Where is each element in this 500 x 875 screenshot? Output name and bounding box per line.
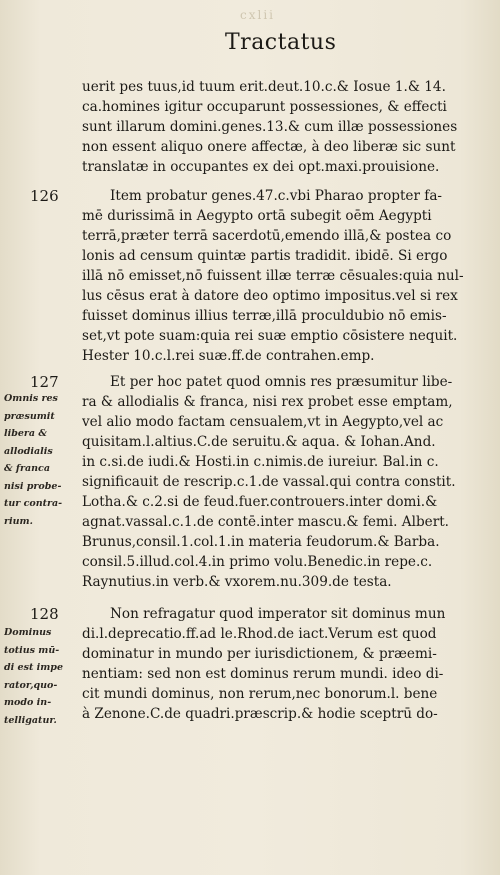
text-line: set,vt pote suam:quia rei suæ emptio cōsistere nequit.: [82, 328, 458, 344]
gloss-line: allodialis: [4, 445, 53, 457]
paragraph-number: 127: [30, 373, 59, 391]
gloss-line: di est impe: [4, 662, 63, 673]
text-line: uerit pes tuus,id tuum erit.deut.10.c.& Iosue 1.& 14.: [82, 79, 446, 95]
text-line: ca.homines igitur occuparunt possessiones, & effecti: [82, 99, 447, 115]
text-line: sunt illarum domini.genes.13.& cum illæ possessiones: [82, 119, 458, 135]
text-line: Et per hoc patet quod omnis res præsumitur libe-: [110, 374, 453, 390]
text-line: terrā,præter terrā sacerdotū,emendo illā,& postea co: [82, 228, 452, 244]
text-line: Non refragatur quod imperator sit dominus mun: [110, 606, 446, 622]
text-line: mē durissimā in Aegypto ortā subegit oēm Aegypti: [82, 208, 432, 224]
text-line: vel alio modo factam censualem,vt in Aegypto,vel ac: [82, 414, 444, 430]
gloss-line: rator,quo-: [4, 679, 58, 691]
gloss-line: modo in-: [4, 697, 52, 708]
gloss-line: totius mū-: [4, 644, 60, 656]
text-line: non essent aliquo onere affectæ, à deo liberæ sic sunt: [82, 139, 456, 155]
text-line: consil.5.illud.col.4.in primo volu.Benedic.in repe.c.: [82, 554, 433, 570]
gloss-line: Omnis res: [4, 393, 58, 404]
text-line: cit mundi dominus, non rerum,nec bonorum.l. bene: [82, 686, 438, 702]
text-line: in c.si.de iudi.& Hosti.in c.nimis.de iureiur. Bal.in c.: [82, 454, 439, 470]
running-head: Tractatus: [225, 30, 337, 55]
gloss-line: rium.: [4, 515, 33, 527]
text-line: ra & allodialis & franca, nisi rex probet esse emptam,: [82, 394, 453, 410]
text-line: lonis ad censum quintæ partis tradidit. ibidē. Si ergo: [82, 248, 448, 264]
gloss-line: nisi probe-: [4, 480, 62, 492]
text-line: nentiam: sed non est dominus rerum mundi. ideo di-: [82, 666, 444, 682]
gloss-line: telligatur.: [4, 714, 57, 726]
text-line: Brunus,consil.1.col.1.in materia feudorum.& Barba.: [82, 534, 440, 550]
gloss-line: præsumit: [4, 410, 55, 422]
paragraph-number: 126: [30, 187, 59, 205]
text-line: agnat.vassal.c.1.de contē.inter mascu.& femi. Albert.: [82, 514, 449, 530]
text-line: Hester 10.c.l.rei suæ.ff.de contrahen.emp.: [82, 348, 375, 364]
paragraph-number: 128: [30, 605, 59, 623]
text-line: di.l.deprecatio.ff.ad le.Rhod.de iact.Verum est quod: [82, 626, 437, 642]
gloss-line: Dominus: [4, 627, 52, 638]
bleed-through-text: cxlii: [240, 8, 276, 22]
text-line: quisitam.l.altius.C.de seruitu.& aqua. & Iohan.And.: [82, 434, 436, 450]
text-line: fuisset dominus illius terræ,illā proculdubio nō emis-: [82, 308, 447, 324]
marginal-gloss-127: [4, 390, 82, 530]
text-line: lus cēsus erat à datore deo optimo impositus.vel si rex: [82, 288, 458, 304]
text-line: Lotha.& c.2.si de feud.fuer.controuers.inter domi.&: [82, 494, 438, 510]
text-line: translatæ in occupantes ex dei opt.maxi.prouisione.: [82, 159, 440, 175]
gloss-line: libera &: [4, 428, 47, 439]
marginal-gloss-128: [4, 624, 82, 729]
text-line: illā nō emisset,nō fuissent illæ terræ cēsuales:quia nul-: [82, 268, 464, 284]
text-line: significauit de rescrip.c.1.de vassal.qui contra constit.: [82, 474, 456, 490]
text-line: Raynutius.in verb.& vxorem.nu.309.de testa.: [82, 574, 392, 590]
text-line: dominatur in mundo per iurisdictionem, & præemi-: [82, 646, 437, 662]
text-line: Item probatur genes.47.c.vbi Pharao propter fa-: [110, 188, 443, 204]
gloss-line: & franca: [4, 463, 50, 474]
gloss-line: tur contra-: [4, 498, 63, 509]
text-line: à Zenone.C.de quadri.præscrip.& hodie sceptrū do-: [82, 706, 438, 722]
